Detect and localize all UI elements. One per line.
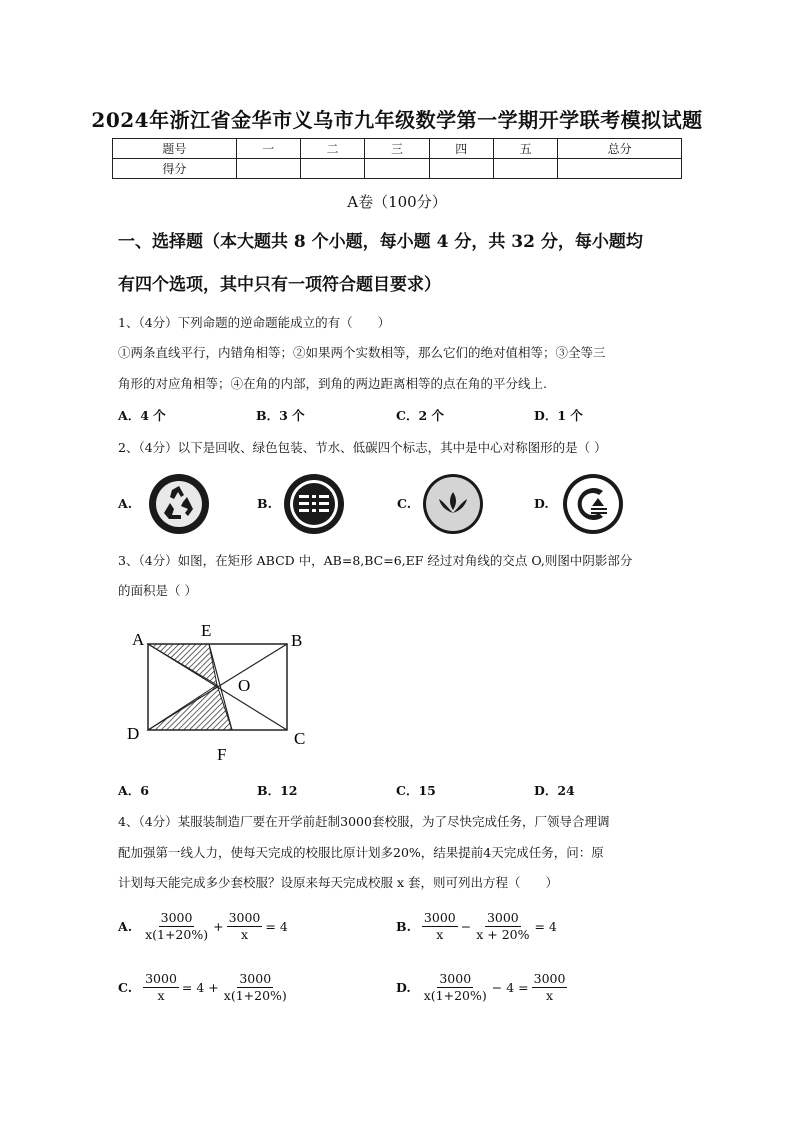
q4-option-b-label: B. bbox=[396, 919, 411, 934]
q4-option-a-label: A. bbox=[118, 919, 133, 934]
denominator: x(1+20%) bbox=[423, 988, 487, 1003]
q3-option-d[interactable]: D．24 bbox=[534, 783, 575, 798]
q4-option-a[interactable] bbox=[118, 910, 288, 943]
label-o: O bbox=[238, 676, 251, 695]
numerator: 3000 bbox=[160, 910, 193, 925]
q3-option-c[interactable]: C．15 bbox=[396, 783, 436, 798]
fraction bbox=[422, 971, 489, 1004]
score-table-header-row bbox=[113, 139, 682, 159]
q4-option-d[interactable] bbox=[396, 971, 567, 1004]
section-a-heading: A卷（100分） bbox=[347, 193, 447, 211]
table-cell: 二 bbox=[300, 139, 364, 159]
operator: = 4 + bbox=[181, 980, 219, 995]
q2-option-d-label[interactable]: D. bbox=[534, 496, 549, 511]
denominator: x(1+20%) bbox=[223, 988, 287, 1003]
page-title: 2024年浙江省金华市义乌市九年级数学第一学期开学联考模拟试题 bbox=[91, 108, 703, 132]
fraction bbox=[532, 971, 568, 1004]
denominator: x bbox=[240, 927, 248, 942]
numerator: 3000 bbox=[439, 971, 472, 986]
table-cell: 一 bbox=[236, 139, 300, 159]
score-input-cell[interactable] bbox=[365, 159, 429, 179]
numerator: 3000 bbox=[486, 910, 519, 925]
q1-line3: 角形的对应角相等；④在角的内部，到角的两边距离相等的点在角的平分线上. bbox=[118, 376, 547, 391]
q3-option-a[interactable]: A．6 bbox=[118, 783, 149, 798]
table-cell: 三 bbox=[365, 139, 429, 159]
q3-option-b[interactable]: B．12 bbox=[257, 783, 298, 798]
numerator: 3000 bbox=[423, 910, 456, 925]
operator: − 4 = bbox=[491, 980, 529, 995]
rectangle-abcd-figure bbox=[120, 612, 330, 772]
q1-option-a[interactable]: A．4 个 bbox=[118, 408, 166, 423]
equation-rhs: = 4 bbox=[265, 919, 288, 934]
score-input-cell[interactable] bbox=[493, 159, 557, 179]
q1-option-b[interactable]: B．3 个 bbox=[256, 408, 305, 423]
q4-option-c[interactable] bbox=[118, 971, 289, 1004]
q4-option-c-label: C. bbox=[118, 980, 133, 995]
operator: − bbox=[460, 919, 472, 934]
score-input-cell[interactable] bbox=[236, 159, 300, 179]
fraction bbox=[227, 910, 263, 943]
q1-option-d[interactable]: D．1 个 bbox=[534, 408, 583, 423]
fraction bbox=[474, 910, 531, 943]
label-d: D bbox=[127, 724, 140, 743]
table-cell: 得分 bbox=[113, 159, 237, 179]
q2-stem: 2、（4分）以下是回收、绿色包装、节水、低碳四个标志，其中是中心对称图形的是（ ） bbox=[118, 440, 607, 455]
numerator: 3000 bbox=[239, 971, 272, 986]
q4-option-d-label: D. bbox=[396, 980, 411, 995]
q3-stem-line1: 3、（4分）如图，在矩形 ABCD 中，AB=8,BC=6,EF 经过对角线的交点 O,则图中阴影部分 bbox=[118, 553, 633, 568]
label-f: F bbox=[217, 745, 227, 764]
score-input-cell[interactable] bbox=[558, 159, 682, 179]
equation-rhs: = 4 bbox=[534, 919, 557, 934]
fraction bbox=[143, 910, 210, 943]
q2-option-a-label[interactable]: A. bbox=[118, 496, 133, 511]
part1-heading-line2: 有四个选项，其中只有一项符合题目要求） bbox=[118, 275, 441, 295]
table-cell: 五 bbox=[493, 139, 557, 159]
label-b: B bbox=[291, 631, 303, 650]
green-package-logo-icon bbox=[283, 473, 345, 535]
denominator: x bbox=[546, 988, 554, 1003]
score-input-cell[interactable] bbox=[429, 159, 493, 179]
denominator: x bbox=[436, 927, 444, 942]
table-cell: 题号 bbox=[113, 139, 237, 159]
q1-option-c[interactable]: C．2 个 bbox=[396, 408, 444, 423]
low-carbon-logo-icon bbox=[562, 473, 624, 535]
denominator: x bbox=[157, 988, 165, 1003]
fraction bbox=[222, 971, 289, 1004]
q2-option-b-label[interactable]: B. bbox=[257, 496, 272, 511]
q4-line1: 4、（4分）某服装制造厂要在开学前赶制3000套校服，为了尽快完成任务，厂领导合理调 bbox=[118, 814, 610, 829]
shaded-triangle-bottom bbox=[148, 685, 232, 730]
q4-option-b[interactable] bbox=[396, 910, 557, 943]
denominator: x(1+20%) bbox=[145, 927, 209, 942]
part1-heading-line1: 一、选择题（本大题共 8 个小题，每小题 4 分，共 32 分，每小题均 bbox=[118, 232, 643, 252]
table-cell: 总分 bbox=[558, 139, 682, 159]
numerator: 3000 bbox=[145, 971, 177, 986]
fraction bbox=[422, 910, 458, 943]
q3-stem-line2: 的面积是（ ） bbox=[118, 583, 197, 598]
q1-stem: 1、（4分）下列命题的逆命题能成立的有（ ） bbox=[118, 315, 391, 330]
score-table-score-row bbox=[113, 159, 682, 179]
numerator: 3000 bbox=[533, 971, 566, 986]
score-input-cell[interactable] bbox=[300, 159, 364, 179]
operator: + bbox=[213, 919, 224, 934]
fraction bbox=[143, 971, 179, 1004]
label-c: C bbox=[294, 729, 306, 748]
table-cell: 四 bbox=[429, 139, 493, 159]
q4-line2: 配加强第一线人力，使每天完成的校服比原计划多20%，结果提前4天完成任务，问：原 bbox=[118, 845, 604, 860]
label-a: A bbox=[132, 630, 145, 649]
numerator: 3000 bbox=[228, 910, 261, 925]
water-saving-logo-icon bbox=[422, 473, 484, 535]
q4-line3: 计划每天能完成多少套校服？设原来每天完成校服 x 套，则可列出方程（ ） bbox=[118, 875, 558, 890]
denominator: x + 20% bbox=[476, 927, 530, 942]
recycle-logo-icon bbox=[148, 473, 210, 535]
q1-line2: ①两条直线平行，内错角相等；②如果两个实数相等，那么它们的绝对值相等；③全等三 bbox=[118, 345, 606, 360]
label-e: E bbox=[201, 621, 212, 640]
score-table bbox=[112, 138, 682, 179]
q2-option-c-label[interactable]: C. bbox=[397, 496, 412, 511]
